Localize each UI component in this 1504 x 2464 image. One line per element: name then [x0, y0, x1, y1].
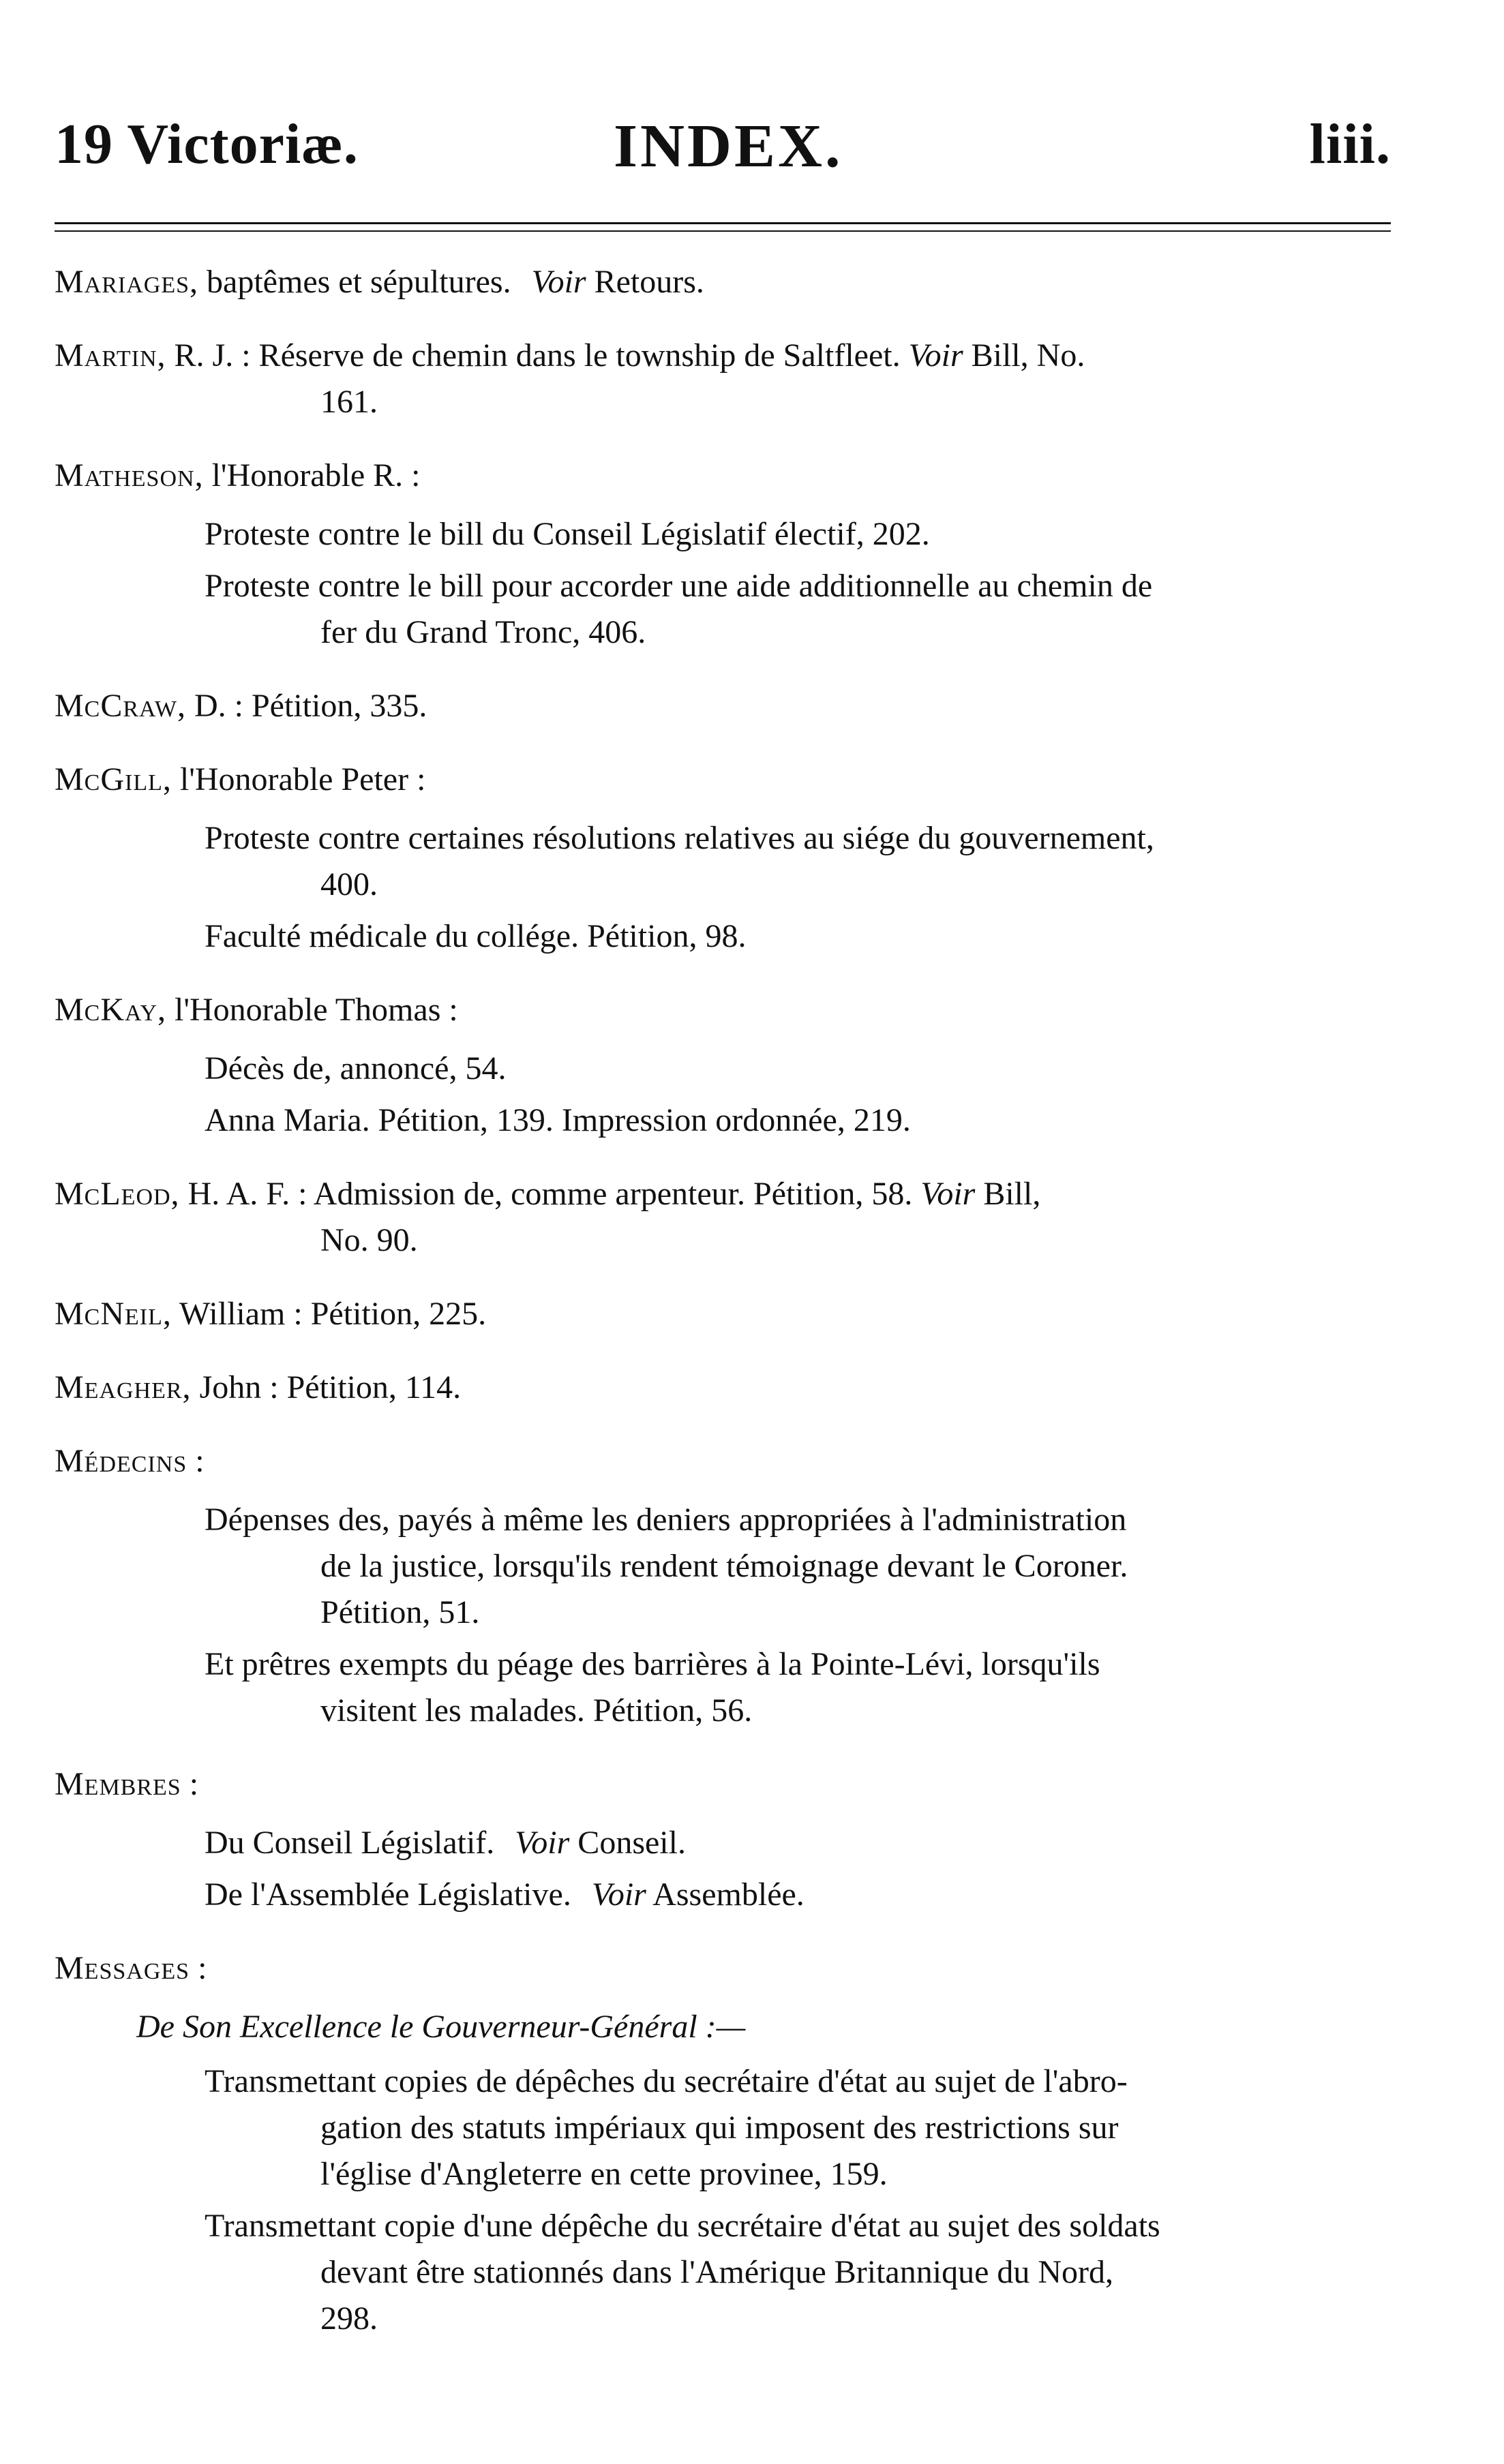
sub-entry: Proteste contre le bill du Conseil Législatif électif, 202.: [205, 516, 930, 552]
header-rule-bottom: [55, 230, 1391, 232]
index-page: [55, 0, 1391, 2464]
entry-martin: [55, 333, 1391, 425]
entry-name: Messages: [55, 1950, 190, 1986]
sub-entry-continuation: 298.: [320, 2300, 378, 2337]
voir-label: Voir: [908, 337, 963, 374]
entry-mariages: [55, 259, 1391, 305]
entry-name: McCraw,: [55, 688, 186, 724]
entry-mcleod: [55, 1171, 1391, 1264]
entry-text: l'Honorable R. :: [203, 457, 421, 493]
entry-name: Médecins: [55, 1443, 187, 1479]
sub-entry: Décès de, annoncé, 54.: [205, 1050, 507, 1086]
page-header: [55, 0, 1391, 225]
entry-text: John : Pétition, 114.: [191, 1369, 462, 1405]
entry-text: R. J. : Réserve de chemin dans le township de Saltfleet.: [166, 337, 901, 374]
entry-text: baptêmes et sépultures.: [198, 264, 511, 300]
entry-name: McGill,: [55, 761, 172, 797]
entry-mcneil: [55, 1291, 1391, 1337]
voir-label: Voir: [531, 264, 586, 300]
voir-ref: Bill, No.: [963, 337, 1085, 374]
header-page-number: liii.: [1309, 112, 1391, 176]
entry-name: McKay,: [55, 992, 167, 1028]
sub-entry-continuation: fer du Grand Tronc, 406.: [320, 614, 646, 650]
entry-text: l'Honorable Peter :: [171, 761, 426, 797]
voir-ref: Bill,: [975, 1176, 1041, 1212]
entry-mcgill: [55, 757, 1391, 960]
header-title: INDEX.: [614, 112, 843, 180]
entry-messages: [55, 1945, 1391, 2342]
sub-entry: Et prêtres exempts du péage des barrières à la Pointe-Lévi, lorsqu'ils: [205, 1646, 1100, 1682]
sub-entry: Faculté médicale du collége. Pétition, 98.: [205, 918, 747, 954]
entry-text: :: [187, 1443, 205, 1479]
entry-continuation: No. 90.: [320, 1222, 418, 1258]
sub-entry: Transmettant copies de dépêches du secrétaire d'état au sujet de l'abro-: [205, 2063, 1128, 2099]
entry-name: Meagher,: [55, 1369, 192, 1405]
entry-medecins: [55, 1438, 1391, 1734]
entry-text: :: [181, 1766, 199, 1802]
entry-continuation: 161.: [320, 384, 378, 420]
sub-entry-continuation: de la justice, lorsqu'ils rendent témoignage devant le Coroner.: [320, 1548, 1128, 1584]
entry-text: William : Pétition, 225.: [171, 1296, 487, 1332]
entry-membres: [55, 1761, 1391, 1918]
sub-entry: Proteste contre certaines résolutions relatives au siége du gouvernement,: [205, 820, 1154, 856]
voir-ref: Retours.: [586, 264, 704, 300]
entry-text: l'Honorable Thomas :: [166, 992, 458, 1028]
entry-mccraw: [55, 683, 1391, 729]
entry-matheson: [55, 453, 1391, 656]
entry-name: Membres: [55, 1766, 181, 1802]
sub-entry: Transmettant copie d'une dépêche du secrétaire d'état au sujet des soldats: [205, 2208, 1160, 2244]
voir-ref: Assemblée.: [646, 1876, 804, 1913]
entry-name: Mariages,: [55, 264, 199, 300]
sub-entry: [55, 1820, 1391, 1866]
sub-entry-continuation: l'église d'Angleterre en cette provinee, 159.: [320, 2156, 888, 2192]
entry-text: H. A. F. : Admission de, comme arpenteur. Pétition, 58.: [179, 1176, 913, 1212]
sub-entry-continuation: 400.: [320, 866, 378, 902]
entry-name: Matheson,: [55, 457, 204, 493]
sub-entry: Proteste contre le bill pour accorder une aide additionnelle au chemin de: [205, 568, 1153, 604]
voir-label: Voir: [515, 1825, 570, 1861]
sub-entry: Anna Maria. Pétition, 139. Impression ordonnée, 219.: [205, 1102, 911, 1138]
sub-entry-text: De l'Assemblée Législative.: [205, 1876, 571, 1913]
sub-entry: Dépenses des, payés à même les deniers appropriées à l'administration: [205, 1502, 1127, 1538]
sub-heading: De Son Excellence le Gouverneur-Général :—: [136, 2009, 746, 2045]
entry-name: McLeod,: [55, 1176, 180, 1212]
entry-text: D. : Pétition, 335.: [185, 688, 427, 724]
sub-entry-text: Du Conseil Législatif.: [205, 1825, 495, 1861]
index-entries: [55, 259, 1391, 2369]
header-session: 19 Victoriæ.: [55, 112, 359, 176]
entry-name: McNeil,: [55, 1296, 172, 1332]
entry-text: :: [190, 1950, 207, 1986]
voir-label: Voir: [920, 1176, 976, 1212]
sub-entry: [55, 1872, 1391, 1918]
voir-label: Voir: [591, 1876, 646, 1913]
sub-entry-continuation: Pétition, 51.: [320, 1594, 480, 1630]
sub-entry-continuation: gation des statuts impériaux qui imposent des restrictions sur: [320, 2110, 1119, 2146]
entry-name: Martin,: [55, 337, 166, 374]
entry-meagher: [55, 1365, 1391, 1411]
entry-mckay: [55, 987, 1391, 1144]
sub-entry-continuation: visitent les malades. Pétition, 56.: [320, 1692, 753, 1729]
header-rule-top: [55, 222, 1391, 224]
voir-ref: Conseil.: [569, 1825, 686, 1861]
sub-entry-continuation: devant être stationnés dans l'Amérique Britannique du Nord,: [320, 2254, 1114, 2290]
